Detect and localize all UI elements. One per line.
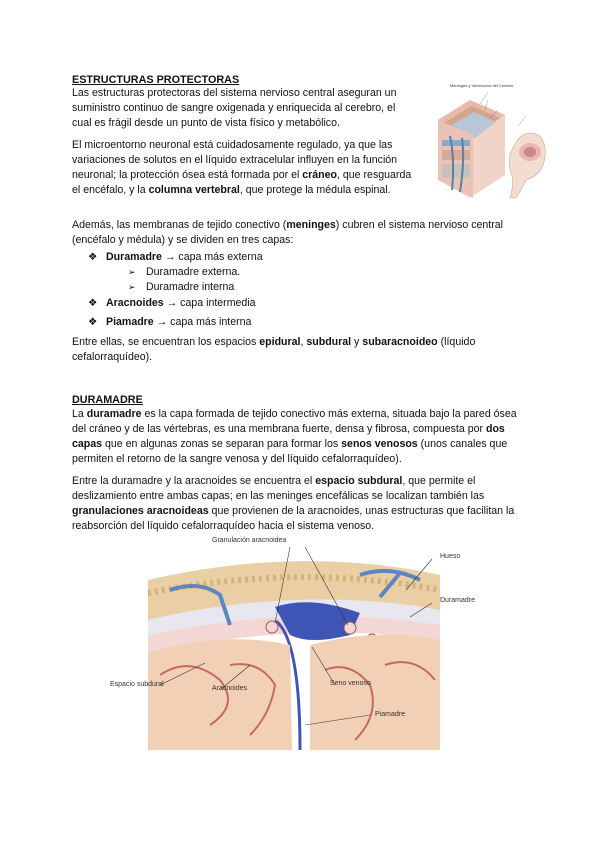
section-title-estructuras: ESTRUCTURAS PROTECTORAS (72, 74, 240, 86)
meninges-illustration (430, 80, 550, 200)
label-granulacion: Granulación aracnoidea (212, 537, 287, 544)
label-duramadre-fig: Duramadre (440, 597, 476, 604)
label-hueso: Hueso (440, 553, 461, 560)
paragraph-meninges: Además, las membranas de tejido conectivo (meninges) cubren el sistema nervioso central (encéfalo y médula) y se dividen en tres capas: (72, 219, 504, 246)
label-seno-venoso: Seno venoso (330, 680, 371, 687)
figure-title: Meninges y Ventrículos del Cerebro (450, 83, 514, 88)
list-item-piamadre: ❖ Piamadre → capa más interna (88, 316, 252, 328)
label-aracnoides: Aracnoides (212, 685, 248, 692)
paragraph-espacios: Entre ellas, se encuentran los espacios epidural, subdural y subaracnoideo (líquido cefalorraquídeo). (72, 336, 476, 363)
paragraph-microentorno: El microentorno neuronal está cuidadosamente regulado, ya que las variaciones de solutos en el líquido extracelular influyen en la función neuronal; la protección ósea está formada por el cráneo, que resguarda el encéfalo, y la columna vertebral, que protege la médula espinal. (72, 139, 412, 196)
paragraph-intro: Las estructuras protectoras del sistema nervioso central aseguran un suministro continuo de sangre oxigenada y enriquecida al cerebro, el cual es frágil desde un punto de vista físico y metabólico. (72, 87, 397, 129)
paragraph-espacio-subdural: Entre la duramadre y la aracnoides se encuentra el espacio subdural, que permite el deslizamiento entre ambas capas; en las meninges encefálicas se localizan también las granulaciones aracnoideas que provienen de la aracnoides, unas estructuras que facilitan la reabsorción del líquido cefalorraquídeo hacia el sistema venoso. (72, 475, 515, 532)
label-espacio-subdural: Espacio subdural (110, 681, 164, 688)
section-title-duramadre: DURAMADRE (72, 394, 143, 406)
list-item-aracnoides: ❖ Aracnoides → capa intermedia (88, 297, 256, 309)
list-subitem-dura-interna: ➢ Duramadre interna (128, 281, 235, 293)
meninges-cross-section-figure (100, 535, 500, 755)
label-piamadre: Piamadre (375, 711, 405, 718)
list-item-duramadre: ❖ Duramadre → capa más externa (88, 251, 263, 263)
paragraph-duramadre: La duramadre es la capa formada de tejido conectivo más externa, situada bajo la pared ósea del cráneo y de las vértebras, es una membrana fuerte, densa y fibrosa, compuesta por dos capas que en algunas zonas se separan para formar los senos venosos (unos canales que permiten el retorno de la sangre venosa y del líquido cefalorraquídeo). (72, 408, 517, 465)
list-subitem-dura-externa: ➢ Duramadre externa. (128, 266, 241, 278)
